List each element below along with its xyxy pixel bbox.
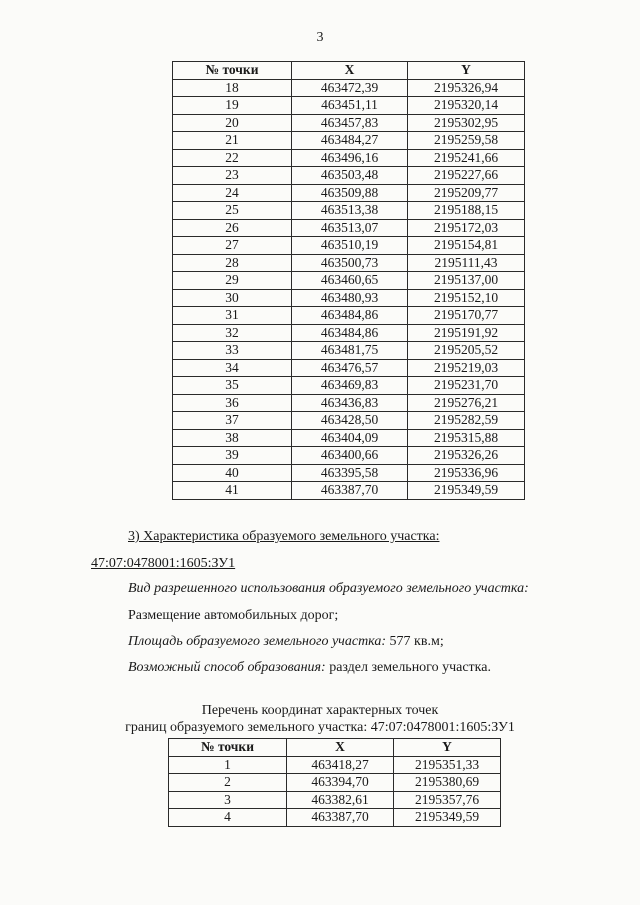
cell-point-number: 1 [169,756,287,774]
cell-x: 463395,58 [292,464,408,482]
cell-x: 463418,27 [287,756,394,774]
cell-point-number: 21 [173,132,292,150]
cell-y: 2195241,66 [408,149,525,167]
table-header-row [173,62,525,80]
cell-y: 2195380,69 [394,774,501,792]
cell-point-number: 19 [173,97,292,115]
cell-point-number: 20 [173,114,292,132]
cell-x: 463513,38 [292,202,408,220]
cell-x: 463510,19 [292,237,408,255]
cell-x: 463469,83 [292,377,408,395]
cell-y: 2195191,92 [408,324,525,342]
cell-x: 463496,16 [292,149,408,167]
cell-point-number: 35 [173,377,292,395]
table-row [173,377,525,395]
coordinates-list-title: Перечень координат характерных точек [201,703,439,718]
area-value: 577 кв.м; [386,634,444,649]
cell-point-number: 3 [169,791,287,809]
area-line [128,634,444,650]
table-row [173,237,525,255]
table-row [173,482,525,500]
area-label: Площадь образуемого земельного участка: [128,634,387,649]
permitted-use-label: Вид разрешенного использования образуемого земельного участка: [128,581,529,596]
table-row [173,97,525,115]
table-row [173,447,525,465]
cell-x: 463460,65 [292,272,408,290]
cell-x: 463480,93 [292,289,408,307]
cell-y: 2195349,59 [394,809,501,827]
column-header-y: Y [394,739,501,757]
table-row [173,202,525,220]
table-row [173,324,525,342]
table-row [173,289,525,307]
cell-point-number: 26 [173,219,292,237]
cell-y: 2195154,81 [408,237,525,255]
cell-x: 463436,83 [292,394,408,412]
column-header-x: X [292,62,408,80]
table-row [169,791,501,809]
cell-y: 2195282,59 [408,412,525,430]
table-row [173,254,525,272]
cell-x: 463503,48 [292,167,408,185]
cell-y: 2195205,52 [408,342,525,360]
table-row [173,307,525,325]
section-title: 3) Характеристика образуемого земельного участка: [128,529,440,544]
table-row [173,167,525,185]
cell-point-number: 36 [173,394,292,412]
column-header-y: Y [408,62,525,80]
table-row [173,79,525,97]
table-row [169,756,501,774]
column-header-point: № точки [169,739,287,757]
table-row [173,464,525,482]
table-row [173,272,525,290]
table-header-row [169,739,501,757]
cell-x: 463484,86 [292,307,408,325]
table-row [169,809,501,827]
formation-method-label: Возможный способ образования: [128,660,326,675]
table-row [173,342,525,360]
cell-x: 463428,50 [292,412,408,430]
cell-point-number: 28 [173,254,292,272]
coordinates-list-subtitle: границ образуемого земельного участка: 47:07:0478001:1605:ЗУ1 [125,720,515,735]
formation-method-line [128,660,491,676]
cell-y: 2195209,77 [408,184,525,202]
coordinates-table-1 [172,61,525,500]
table-row [173,114,525,132]
cell-point-number: 31 [173,307,292,325]
cell-y: 2195276,21 [408,394,525,412]
cell-y: 2195349,59 [408,482,525,500]
table-row [173,359,525,377]
cell-point-number: 23 [173,167,292,185]
cell-y: 2195336,96 [408,464,525,482]
cell-y: 2195170,77 [408,307,525,325]
cell-x: 463484,27 [292,132,408,150]
table-row [173,429,525,447]
cell-y: 2195315,88 [408,429,525,447]
cell-x: 463513,07 [292,219,408,237]
table-row [173,412,525,430]
cell-y: 2195188,15 [408,202,525,220]
cell-point-number: 29 [173,272,292,290]
cell-y: 2195111,43 [408,254,525,272]
cell-y: 2195326,26 [408,447,525,465]
cell-point-number: 41 [173,482,292,500]
cell-x: 463387,70 [292,482,408,500]
cell-y: 2195172,03 [408,219,525,237]
cell-point-number: 40 [173,464,292,482]
cell-point-number: 34 [173,359,292,377]
cell-x: 463451,11 [292,97,408,115]
cell-x: 463394,70 [287,774,394,792]
cell-x: 463476,57 [292,359,408,377]
cell-y: 2195351,33 [394,756,501,774]
cell-point-number: 39 [173,447,292,465]
cell-x: 463382,61 [287,791,394,809]
formation-method-value: раздел земельного участка. [325,660,491,675]
cell-y: 2195259,58 [408,132,525,150]
cell-y: 2195357,76 [394,791,501,809]
cell-y: 2195320,14 [408,97,525,115]
cell-point-number: 25 [173,202,292,220]
cell-y: 2195227,66 [408,167,525,185]
cell-point-number: 38 [173,429,292,447]
cell-y: 2195137,00 [408,272,525,290]
cell-y: 2195219,03 [408,359,525,377]
cell-y: 2195326,94 [408,79,525,97]
cell-x: 463481,75 [292,342,408,360]
cell-x: 463472,39 [292,79,408,97]
table-row [173,132,525,150]
cell-x: 463404,09 [292,429,408,447]
table-row [173,394,525,412]
cell-y: 2195231,70 [408,377,525,395]
permitted-use-value: Размещение автомобильных дорог; [128,608,339,623]
column-header-x: X [287,739,394,757]
coordinates-table-2 [168,738,501,827]
cell-y: 2195152,10 [408,289,525,307]
cell-point-number: 33 [173,342,292,360]
page-number: 3 [316,30,324,45]
cell-point-number: 32 [173,324,292,342]
parcel-id: 47:07:0478001:1605:ЗУ1 [91,556,236,571]
cell-x: 463457,83 [292,114,408,132]
cell-point-number: 2 [169,774,287,792]
cell-point-number: 18 [173,79,292,97]
cell-x: 463387,70 [287,809,394,827]
cell-x: 463484,86 [292,324,408,342]
table-row [169,774,501,792]
cell-y: 2195302,95 [408,114,525,132]
table-row [173,184,525,202]
cell-x: 463500,73 [292,254,408,272]
column-header-point: № точки [173,62,292,80]
cell-point-number: 37 [173,412,292,430]
table-row [173,149,525,167]
cell-point-number: 4 [169,809,287,827]
cell-x: 463400,66 [292,447,408,465]
cell-point-number: 22 [173,149,292,167]
table-row [173,219,525,237]
cell-point-number: 30 [173,289,292,307]
cell-point-number: 27 [173,237,292,255]
cell-point-number: 24 [173,184,292,202]
cell-x: 463509,88 [292,184,408,202]
